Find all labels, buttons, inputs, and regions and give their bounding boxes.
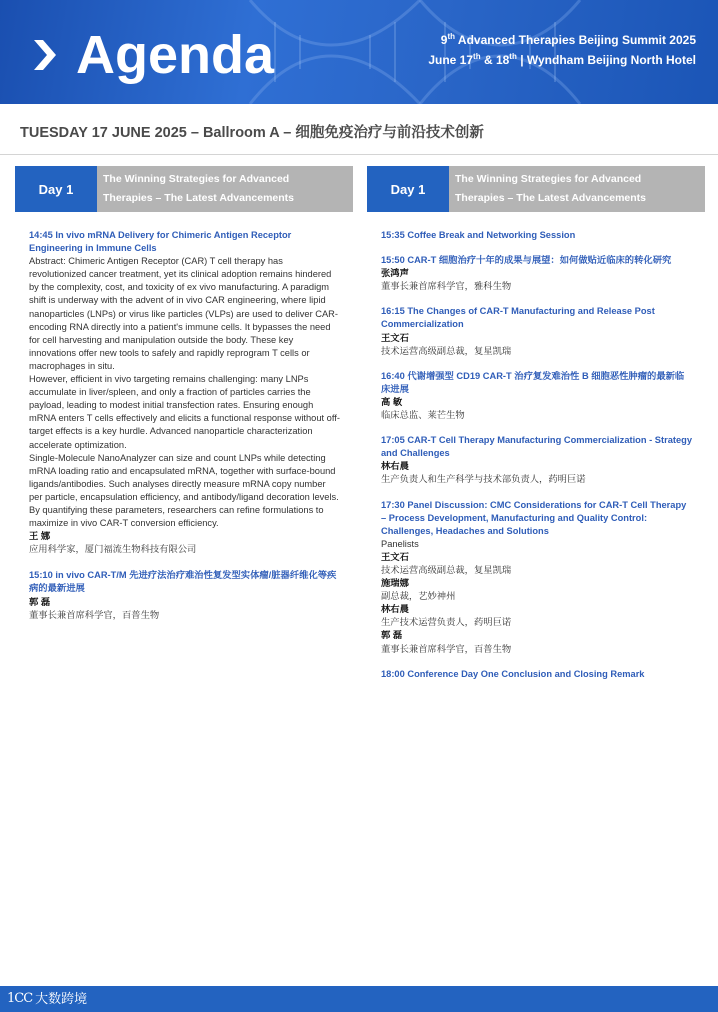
session-title: 15:10 in vivo CAR-T/M 先进疗法治疗难治性复发型实体瘤/脏器纤维化等疾病的最新进展	[29, 570, 337, 594]
panelist-name: 施瑞娜	[381, 578, 409, 589]
agenda-title: Agenda	[76, 25, 275, 85]
session-abstract: Abstract: Chimeric Antigen Receptor (CAR) T cell therapy has revolutionized cancer treatment, yet its clinical adoption remains hindered by the complexity, cost, and toxicity of ex vivo manufacturing. A paradigm shift is underway with the advent of in vivo CAR engineering, where lipid nanoparticles (LNPs) or virus like particles (VLPs) are used to deliver CAR-encoding RNA directly into a patient's immune cells. It bypasses the need for cell harvesting and manipulation outside the body. These key innovations offer new tools to safely and rapidly reprogram T cells or macrophages in situ.	[29, 256, 338, 371]
chevron-right-icon	[34, 40, 56, 70]
speaker-affiliation: 生产负责人和生产科学与技术部负责人，药明巨诺	[381, 474, 586, 485]
day-header	[15, 166, 353, 212]
session-abstract: However, efficient in vivo targeting remains challenging: many LNPs accumulate in liver/spleen, and only a fraction of particles carries the payload, leading to modest initial transfection rates. Ensuring enough mRNA enters T cells effectively and elicits a functional response without off-target effects is a key hurdle. Advanced nanoparticle characterization accelerate optimization.	[29, 374, 340, 450]
page-title: TUESDAY 17 JUNE 2025 – Ballroom A – 细胞免疫治疗与前沿技术创新	[20, 125, 484, 141]
speaker-affiliation: 董事长兼首席科学官，雅科生物	[381, 281, 512, 292]
session-abstract: Single-Molecule NanoAnalyzer can size and count LNPs while detecting mRNA loading ratio and encapsulated mRNA, together with surface-bound ligands/antibodies. Such analyses directly measure mRNA copy number per particle, encapsulation efficiency, and antibody/ligand decoration levels. By quantifying these parameters, researchers can refine formulations to maximize in vivo CAR-T conversion efficiency.	[29, 452, 339, 529]
session-title: 15:35 Coffee Break and Networking Session	[381, 230, 576, 240]
footer-logo	[7, 989, 87, 1009]
summit-name-line: 9th Advanced Therapies Beijing Summit 2025	[440, 32, 696, 47]
agenda-column-left	[15, 166, 353, 622]
speaker-affiliation: 临床总监、莱芒生物	[381, 410, 465, 421]
day-label: Day 1	[367, 166, 449, 212]
panelist-name: 郭 磊	[381, 630, 403, 641]
session-title: 18:00 Conference Day One Conclusion and Closing Remark	[381, 668, 645, 679]
day-theme: The Winning Strategies for Advanced Therapies – The Latest Advancements	[449, 166, 705, 212]
speaker-name: 高 敏	[381, 396, 403, 407]
speaker-affiliation: 应用科学家，厦门福流生物科技有限公司	[29, 544, 197, 555]
title-divider	[0, 154, 718, 155]
session-title: 16:40 代谢增强型 CD19 CAR-T 治疗复发难治性 B 细胞恶性肿瘤的最新临床进展	[381, 370, 685, 394]
speaker-name: 林右晨	[381, 461, 409, 472]
speaker-affiliation: 技术运营高级副总裁，复星凯瑞	[381, 345, 512, 356]
panelist-name: 林右晨	[381, 604, 409, 615]
session-title: 17:05 CAR-T Cell Therapy Manufacturing Commercialization - Strategy and Challenges	[381, 435, 692, 459]
panelist-role: 技术运营高级副总裁，复星凯瑞	[381, 564, 512, 575]
speaker-name: 王文石	[381, 332, 409, 343]
session-title: 16:15 The Changes of CAR-T Manufacturing and Release Post Commercialization	[381, 306, 655, 330]
panelist-name: 王文石	[381, 551, 409, 562]
summit-date-line: June 17th & 18th | Wyndham Beijing North Hotel	[428, 52, 696, 67]
panelist-role: 生产技术运营负责人，药明巨诺	[381, 617, 512, 628]
day-header	[367, 166, 705, 212]
footer-bar	[0, 986, 718, 1012]
summit-info	[428, 30, 696, 70]
session-title: 14:45 In vivo mRNA Delivery for Chimeric Antigen Receptor Engineering in Immune Cells	[29, 230, 292, 254]
day-label: Day 1	[15, 166, 97, 212]
speaker-name: 张鸿声	[381, 268, 409, 279]
speaker-name: 王 娜	[29, 531, 51, 542]
agenda-column-right	[367, 166, 705, 681]
speaker-affiliation: 董事长兼首席科学官，百普生物	[29, 609, 160, 620]
session-title: 15:50 CAR-T 细胞治疗十年的成果与展望：如何做贴近临床的转化研究	[381, 255, 672, 266]
day-theme: The Winning Strategies for Advanced Therapies – The Latest Advancements	[97, 166, 353, 212]
logo-mark: 1CC	[7, 991, 33, 1006]
panelist-role: 董事长兼首席科学官，百普生物	[381, 643, 512, 654]
header-banner	[0, 0, 718, 104]
session-title: 17:30 Panel Discussion: CMC Considerations for CAR-T Cell Therapy – Process Development, Manufacturing and Quality Control: Challenges, Headaches and Solutions	[381, 499, 687, 536]
session-list	[367, 212, 705, 681]
panelist-role: 副总裁，艺妙神州	[381, 591, 456, 602]
speaker-name: 郭 磊	[29, 596, 51, 607]
logo-text: 大数跨境	[35, 991, 88, 1006]
session-list	[15, 212, 353, 622]
panel-label: Panelists	[381, 538, 419, 549]
